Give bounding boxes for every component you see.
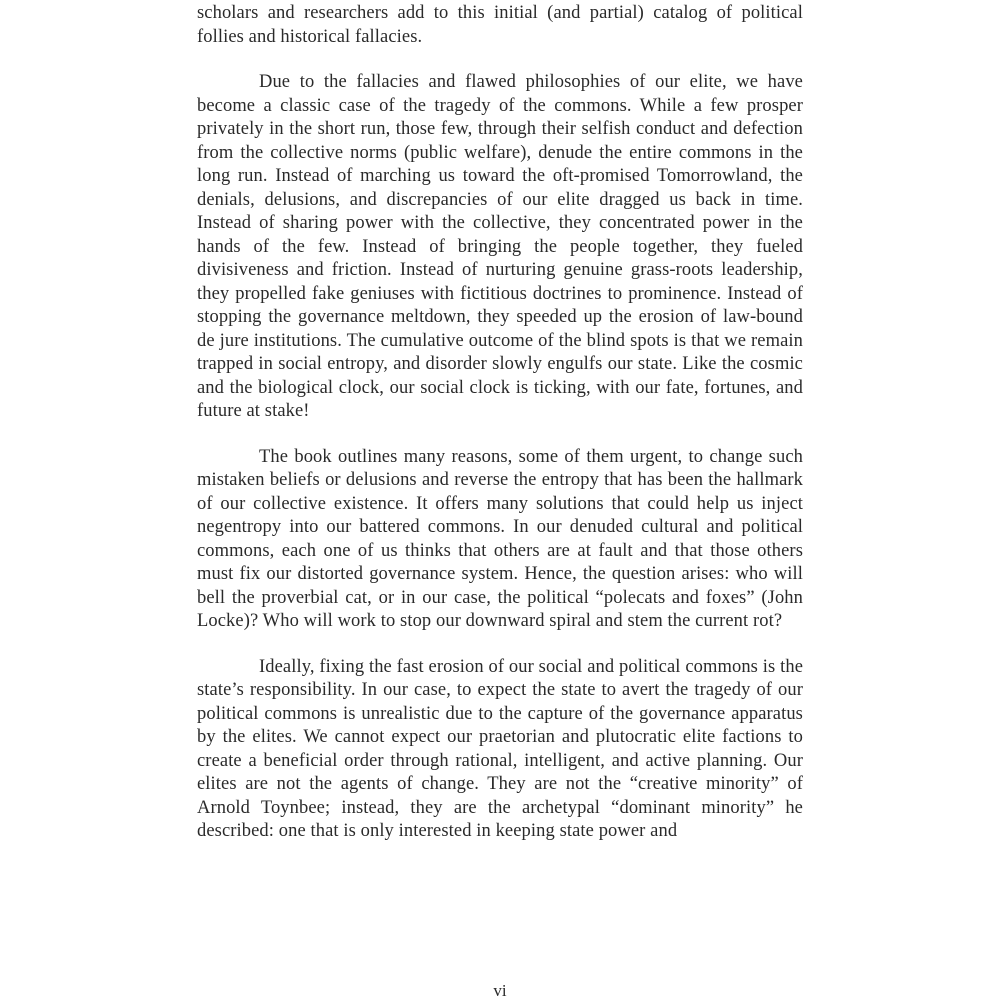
paragraph-continued: scholars and researchers add to this initial (and partial) catalog of political follies and historical fallacies. (197, 3, 803, 47)
paragraph: The book outlines many reasons, some of them urgent, to change such mistaken beliefs or delusions and reverse the entropy that has been the hallmark of our collective existence. It offers many solutions that could help us inject negentropy into our battered commons. In our denuded cultural and political commons, each one of us thinks that others are at fault and that those others must fix our distorted governance system. Hence, the question arises: who will bell the proverbial cat, or in our case, the political “polecats and foxes” (John Locke)? Who will work to stop our downward spiral and stem the current rot? (197, 446, 803, 631)
paragraph: Ideally, fixing the fast erosion of our social and political commons is the state’s responsibility. In our case, to expect the state to avert the tragedy of our political commons is unrealistic due to the capture of the governance apparatus by the elites. We cannot expect our praetorian and plutocratic elite factions to create a beneficial order through rational, intelligent, and active planning. Our elites are not the agents of change. They are not the “creative minority” of Arnold Toynbee; instead, they are the archetypal “dominant minority” he described: one that is only interested in keeping state power and (197, 656, 803, 841)
text-block (197, 0, 803, 844)
page-number: vi (493, 981, 507, 1000)
paragraph: Due to the fallacies and flawed philosophies of our elite, we have become a classic case of the tragedy of the commons. While a few prosper privately in the short run, those few, through their selfish conduct and defection from the collective norms (public welfare), denude the entire commons in the long run. Instead of marching us toward the oft-promised Tomorrowland, the denials, delusions, and discrepancies of our elite dragged us back in time. Instead of sharing power with the collective, they concentrated power in the hands of the few. Instead of bringing the people together, they fueled divisiveness and friction. Instead of nurturing genuine grass-roots leadership, they propelled fake geniuses with fictitious doctrines to prominence. Instead of stopping the governance meltdown, they speeded up the erosion of law-bound de jure institutions. The cumulative outcome of the blind spots is that we remain trapped in social entropy, and disorder slowly engulfs our state. Like the cosmic and the biological clock, our social clock is ticking, with our fate, fortunes, and future at stake! (197, 72, 803, 421)
